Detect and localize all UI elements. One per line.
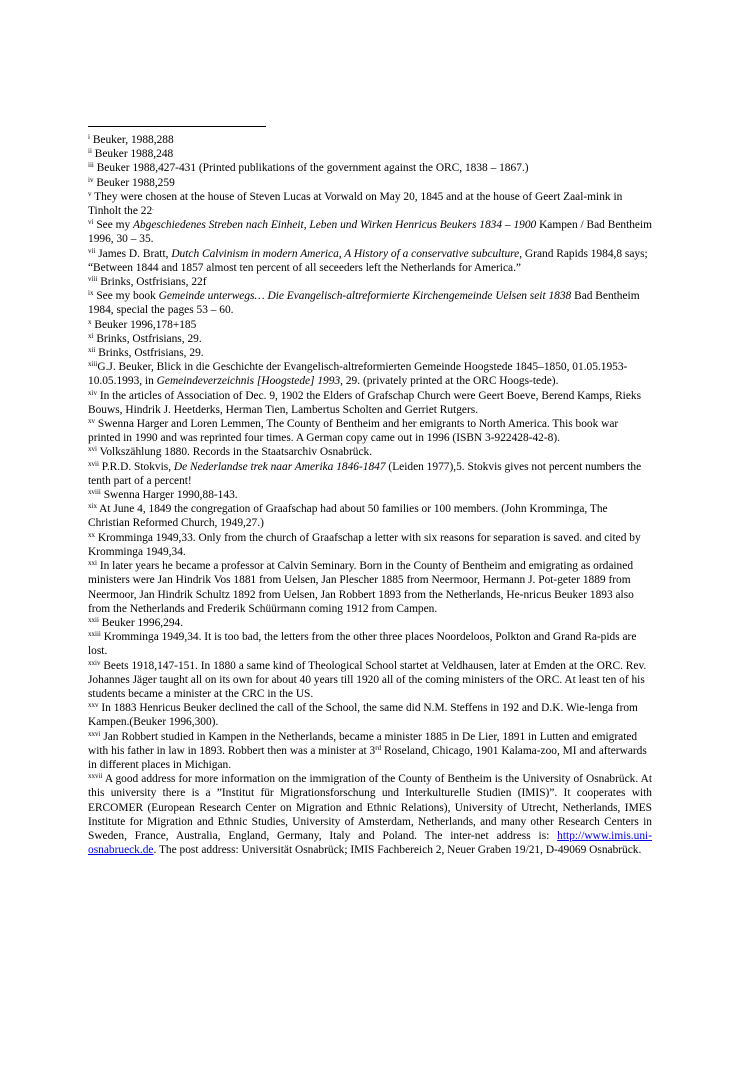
footnote-mark: xxvi — [88, 729, 101, 738]
footnote-mark: ii — [88, 147, 92, 156]
book-title: Gemeinde unterwegs… Die Evangelisch-altreformierte Kirchengemeinde Uelsen seit 1838 — [158, 290, 572, 303]
footnote: $^v$ They were chosen at the house of Steven Lucas at Vorwald on May 20, 1845 and at the house of Geert Zaal-mink in Tinholt the 22. — [88, 189, 623, 218]
footnote: $^{xxi}$ In later years he became a professor at Calvin Seminary. Born in the County of Bentheim and emigrating as ordained ministers were Jan Hindrik Vos 1881 from Uelsen, Jan Plescher 1885 from Neermoor, Hermann J. Pot-geter 1889 from Neermoor, Jan Hindrik Schultz 1892 from Uelsen, Jan Robbert 1893 from the Netherlands, He-nricus Beuker 1893 also from the Netherlands and Frederik Schüürmann coming 1912 from Campen. — [88, 559, 634, 615]
footnote: $^{xii}$ Brinks, Ostfrisians, 29. — [88, 346, 204, 360]
footnote: $^{xiii}$G.J. Beuker, Blick in die Geschichte der Evangelisch-altreformierten Gemeinde Hoogstede 1845–1850, 01.05.1953-10.05.1993, in Gemeindeverzeichnis [Hoogstede] 1993, 29. (privately printed at the ORC Hoogs-tede). — [88, 360, 628, 388]
footnote: $^{viii}$ Brinks, Ostfrisians, 22f — [88, 275, 207, 289]
footnote: $^{xxiv}$ Beets 1918,147-151. In 1880 a same kind of Theological School startet at Veldhausen, later at Emden at the ORC. Rev. Johannes Jäger taught all on its own for about 40 years till 1920 all of the coming ministers of the ORC. At least ten of his students became a minister at the CRC in the US. — [88, 658, 647, 700]
footnote-mark: xxv — [88, 701, 99, 710]
footnote-mark: xxii — [88, 615, 99, 624]
footnote: $^i$ Beuker, 1988,288 — [88, 133, 174, 146]
footnote-mark: xxiv — [88, 658, 101, 667]
footnote: $^{xxii}$ Beuker 1996,294. — [88, 615, 184, 629]
footnote-mark: i — [88, 133, 90, 141]
footnote: $^{xxiii}$ Kromminga 1949,34. It is too bad, the letters from the other three places Noordeloos, Polkton and Grand Ra-pids are lost. — [88, 630, 637, 658]
footnote-mark: ix — [88, 289, 94, 298]
footnote: $^{vii}$ James D. Bratt, Dutch Calvinism in modern America, A History of a conservative subculture, Grand Rapids 1984,8 says; “Between 1844 and 1857 almost ten percent of all seceeders left the Netherlands for America.” — [88, 246, 648, 274]
footnote-mark: iii — [88, 161, 94, 170]
footnote-mark: xxiii — [88, 630, 101, 639]
footnote-mark: xi — [88, 331, 94, 340]
footnote: $^{xvii}$ P.R.D. Stokvis, De Nederlandse trek naar Amerika 1846-1847 (Leiden 1977),5. Stokvis gives not percent numbers the tenth part of a percent! — [88, 459, 642, 487]
footnote: $^{xviii}$ Swenna Harger 1990,88-143. — [88, 488, 238, 502]
footnote-mark: xix — [88, 502, 97, 511]
footnote-mark: xvii — [88, 459, 99, 468]
footnote-mark: xiv — [88, 388, 97, 397]
book-title: Gemeindeverzeichnis [Hoogstede] 1993 — [156, 375, 341, 388]
footnote-mark: xx — [88, 530, 95, 539]
footnote-mark: vii — [88, 246, 96, 255]
footnote-mark: xii — [88, 346, 96, 355]
footnote: $^{ii}$ Beuker 1988,248 — [88, 147, 174, 161]
footnote: $^{ix}$ See my book Gemeinde unterwegs… Die Evangelisch-altreformierte Kirchengemeinde Uelsen seit 1838 Bad Bentheim 1984, special the pages 53 – 60. — [88, 289, 640, 317]
footnote-mark: vi — [88, 218, 94, 227]
footnote: $^{xvi}$ Volkszählung 1880. Records in the Staatsarchiv Osnabrück. — [88, 445, 373, 459]
imis-website-link[interactable]: http://www.imis.uni-osnabrueck.de — [88, 829, 652, 857]
footnote-mark: xviii — [88, 488, 101, 497]
footnote-mark: xiii — [88, 360, 98, 369]
footnote: $^{xi}$ Brinks, Ostfrisians, 29. — [88, 331, 202, 345]
footnotes-list — [88, 133, 652, 857]
book-title: Abgeschiedenes Streben nach Einheit, Leben und Wirken Henricus Beukers 1834 – 1900 — [133, 219, 537, 232]
footnote: $^{xv}$ Swenna Harger and Loren Lemmen, The County of Bentheim and her emigrants to North America. This book war printed in 1990 and was reprinted four times. A German copy came out in 1996 (ISBN 3-922428-42-8). — [88, 417, 619, 445]
footnote: $^x$ Beuker 1996,178+185 — [88, 317, 197, 331]
footnote-mark: x — [88, 317, 92, 326]
footnote: $^{xx}$ Kromminga 1949,33. Only from the church of Graafschap a letter with six reasons for separation is saved. and cited by Kromminga 1949,34. — [88, 530, 641, 558]
footnote-mark: iv — [88, 175, 94, 184]
footnote: $^{vi}$ See my Abgeschiedenes Streben nach Einheit, Leben und Wirken Henricus Beukers 1834 – 1900 Kampen / Bad Bentheim 1996, 30 – 35. — [88, 218, 653, 246]
footnote-separator — [88, 126, 266, 127]
footnote-mark: viii — [88, 275, 98, 284]
footnote: $^{xiv}$ In the articles of Association of Dec. 9, 1902 the Elders of Grafschap Church were Geert Boeve, Berend Kamps, Rieks Bouws, Hindrik J. Heetderks, Herman Tien, Lambertus Scholten and Gerriet Rutgers. — [88, 388, 642, 416]
footnote-mark: xxi — [88, 559, 97, 568]
book-title: De Nederlandse trek naar Amerika 1846-1847 — [173, 460, 386, 473]
footnote: $^{iii}$ Beuker 1988,427-431 (Printed publikations of the government against the ORC, 1838 – 1867.) — [88, 161, 529, 175]
footnote: $^{xxvi}$ Jan Robbert studied in Kampen in the Netherlands, became a minister 1885 in De Lier, 1891 in Lutten and emigrated with his father in law in 1893. Robbert then was a minister at 3rd Roseland, Chicago, 1901 Kalama-zoo, MI and afterwards in different places in Michigan. — [88, 729, 647, 771]
footnote: $^{iv}$ Beuker 1988,259 — [88, 175, 175, 189]
footnote: $^{xix}$ At June 4, 1849 the congregation of Graafschap had about 50 families or 100 members. (John Kromminga, The Christian Reformed Church, 1949,27.) — [88, 502, 608, 530]
footnote-mark: v — [88, 189, 92, 198]
footnote-mark: xv — [88, 417, 95, 426]
footnote-mark: xxvii — [88, 772, 103, 781]
footnote-mark: xvi — [88, 445, 97, 454]
book-title: Dutch Calvinism in modern America, A History of a conservative subculture — [171, 247, 520, 260]
footnote: $^{xxvii}$ A good address for more information on the immigration of the County of Bentheim is the University of Osnabrück. At this university there is a ”Institut für Migrationsforschung und Interkulturelle Studien (IMIS)”. It cooperates with ERCOMER (European Research Center on Migration and Ethnic Relations), University of Utrecht, Netherlands, IMES Institute for Migration and Ethnic Studies, University of Amsterdam, Netherlands, and many other Research Centers in Sweden, France, Australia, England, Germany, Italy and Poland. The inter-net address is: http://www.imis.uni-osnabrueck.de. The post address: Universität Osnabrück; IMIS Fachbereich 2, Neuer Graben 19/21, D-49069 Osnabrück. — [88, 772, 653, 857]
footnote: $^{xxv}$ In 1883 Henricus Beuker declined the call of the School, the same did N.M. Steffens in 192 and D.K. Wie-lenga from Kampen.(Beuker 1996,300). — [88, 701, 638, 729]
